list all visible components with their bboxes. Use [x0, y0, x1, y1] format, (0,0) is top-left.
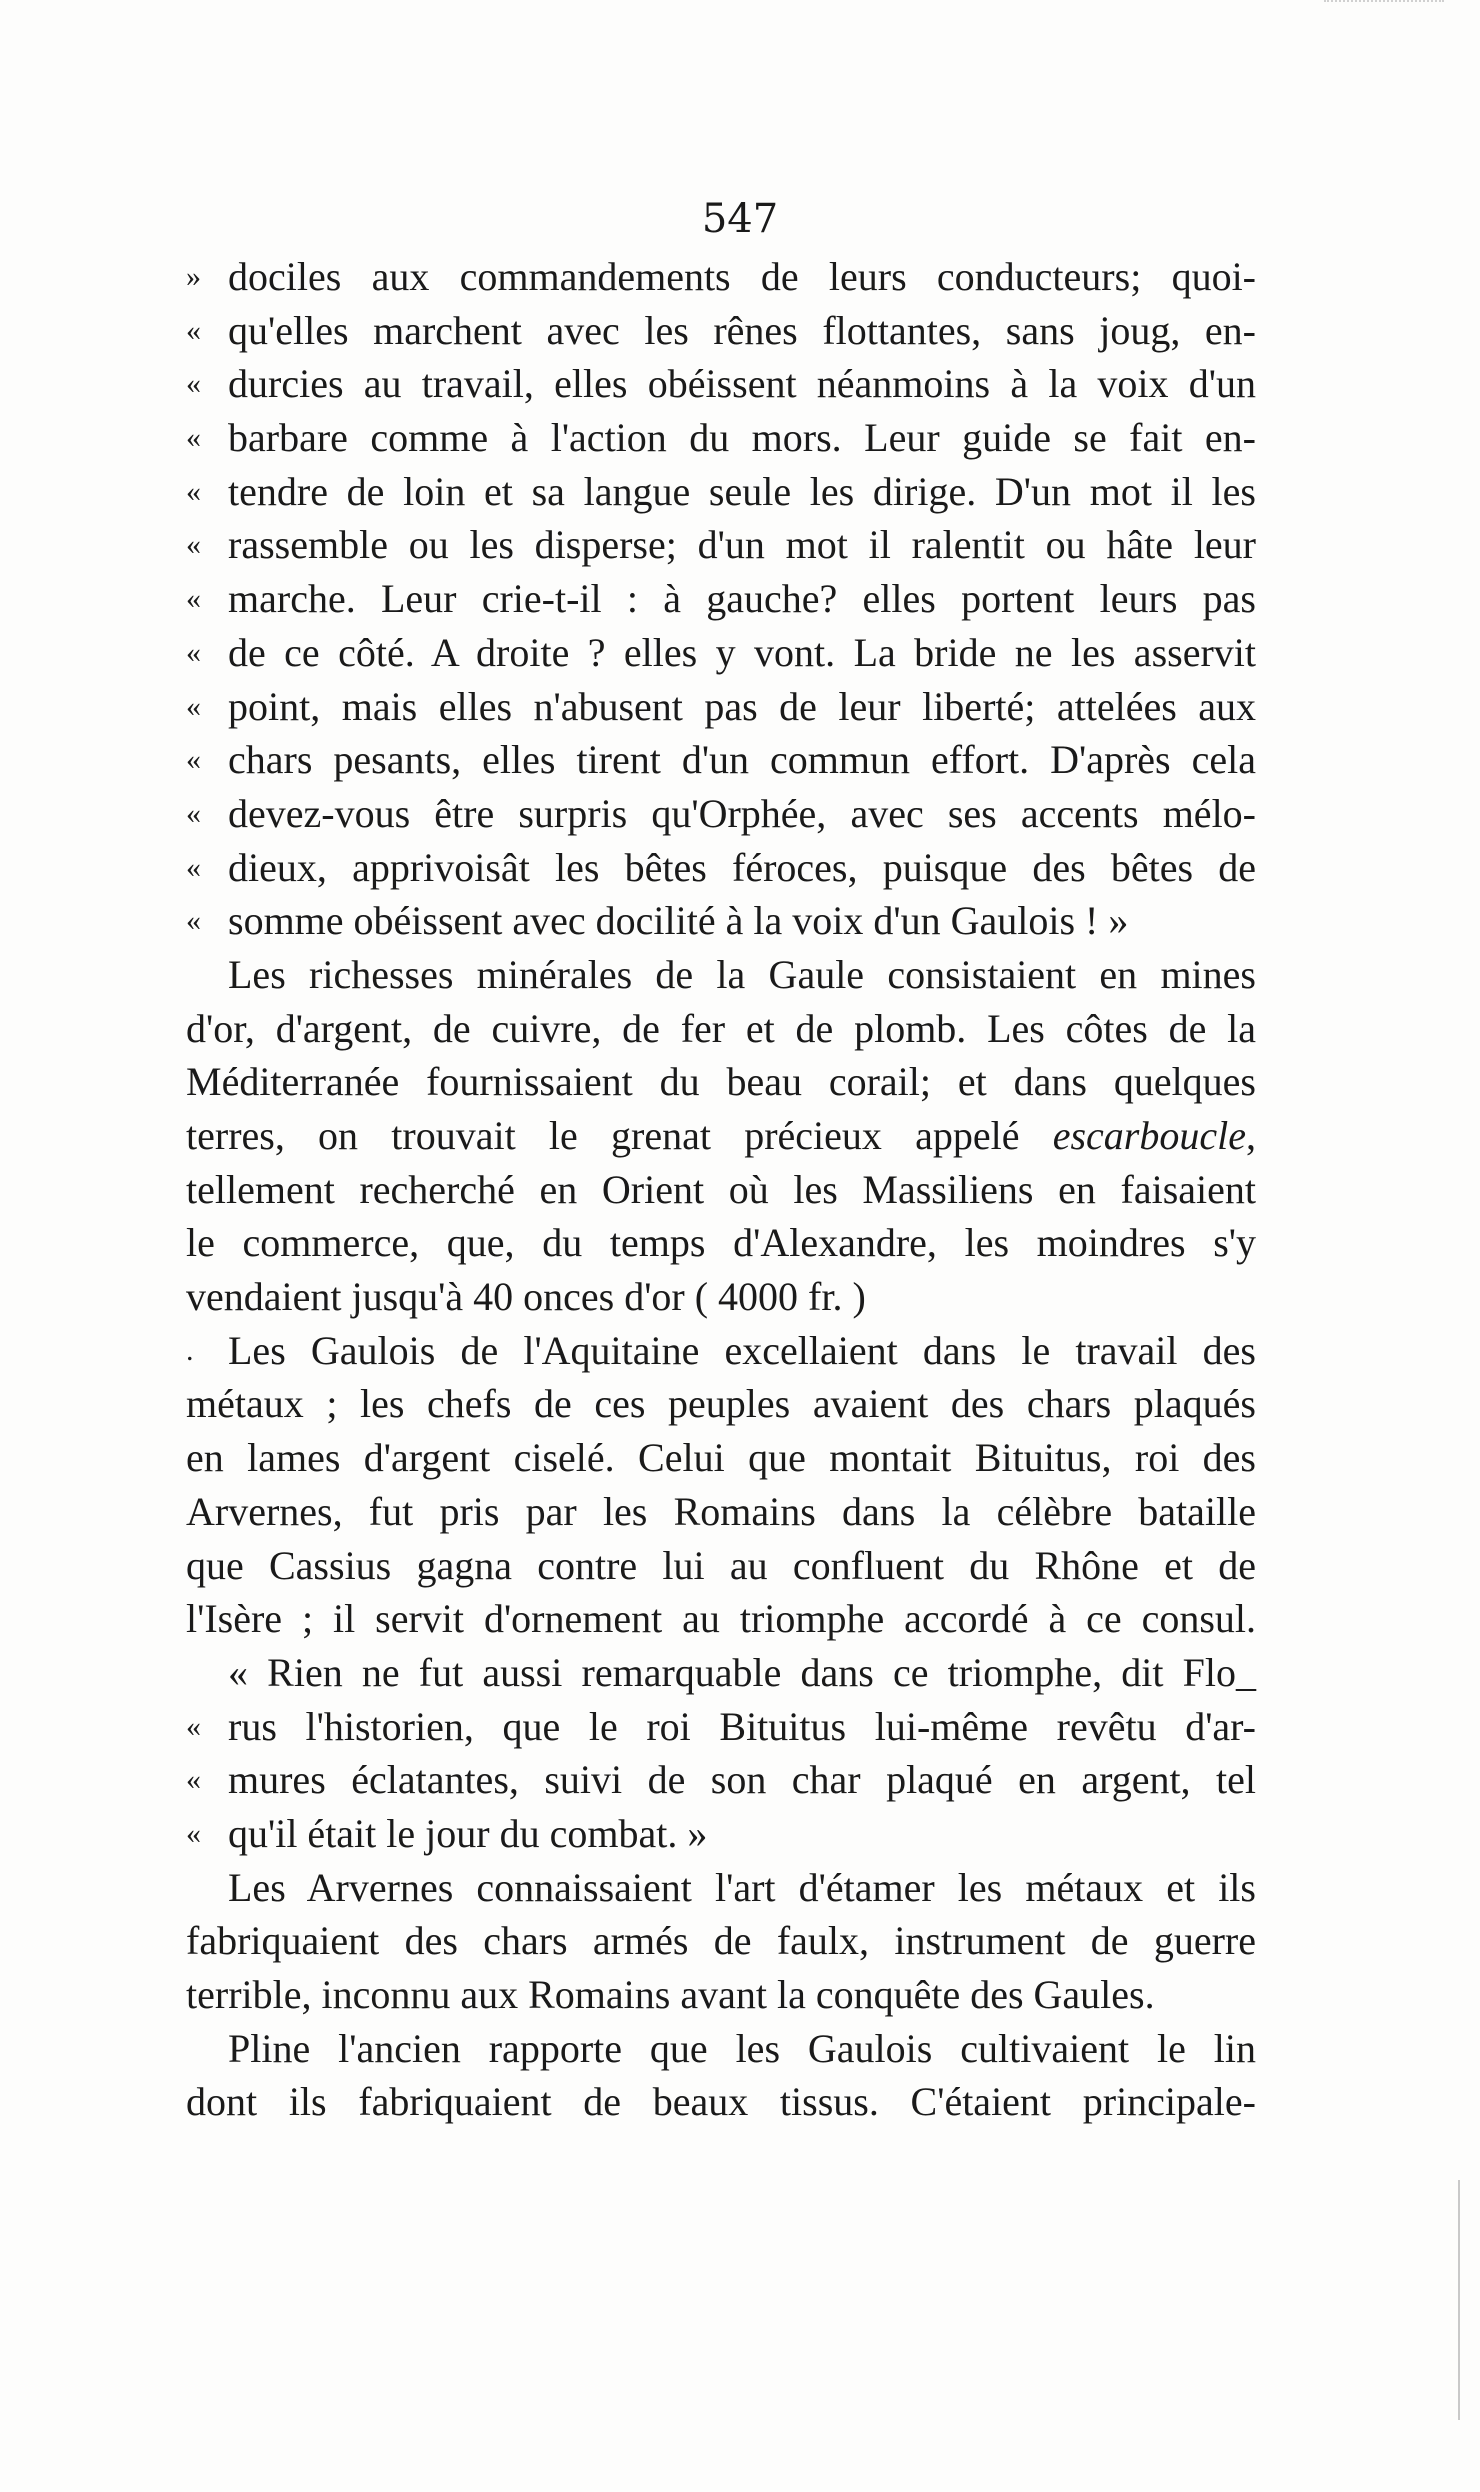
text-line-12: « dieux, apprivoisât les bêtes féroces, puisque des bêtes de	[186, 841, 1256, 895]
quote-marker: «	[186, 528, 201, 562]
stray-mark: .	[186, 1333, 194, 1367]
text-line-9: « point, mais elles n'abusent pas de leur liberté; attelées aux	[186, 680, 1256, 734]
text-line-13: « somme obéissent avec docilité à la voix d'un Gaulois ! »	[186, 894, 1256, 948]
text-line-25: que Cassius gagna contre lui au confluent du Rhône et de	[186, 1542, 1256, 1588]
text-line-1: » dociles aux commandements de leurs conducteurs; quoi-	[186, 250, 1256, 304]
quote-marker: «	[186, 1816, 201, 1850]
quote-marker: «	[186, 850, 201, 884]
text-line-8: « de ce côté. A droite ? elles y vont. La bride ne les asservit	[186, 626, 1256, 680]
text-line-7: « marche. Leur crie-t-il : à gauche? elles portent leurs pas	[186, 572, 1256, 626]
text-line-10: « chars pesants, elles tirent d'un commun effort. D'après cela	[186, 733, 1256, 787]
text-line-27: « Rien ne fut aussi remarquable dans ce triomphe, dit Flo_	[228, 1649, 1256, 1695]
page-number: 547	[701, 196, 779, 242]
quote-marker: «	[186, 474, 201, 508]
body-text	[186, 250, 1256, 2129]
quote-marker: «	[186, 313, 201, 347]
text-line-17: terres, on trouvait le grenat précieux appelé escarboucle,	[186, 1113, 1256, 1158]
text-line-30: « qu'il était le jour du combat. »	[186, 1807, 1256, 1861]
text-line-2: « qu'elles marchent avec les rênes flottantes, sans joug, en-	[186, 304, 1256, 358]
text-line-26: l'Isère ; il servit d'ornement au triomphe accordé à ce consul.	[186, 1596, 1256, 1642]
scan-artifact-edge	[1458, 2180, 1460, 2420]
italic-term: escarboucle	[1052, 1113, 1246, 1158]
text-line-20: vendaient jusqu'à 40 onces d'or ( 4000 fr. )	[186, 1274, 866, 1320]
text-line-35: dont ils fabriquaient de beaux tissus. C'étaient principale-	[186, 2079, 1256, 2125]
text-line-11: « devez-vous être surpris qu'Orphée, avec ses accents mélo-	[186, 787, 1256, 841]
text-line-21: . Les Gaulois de l'Aquitaine excellaient dans le travail des	[186, 1324, 1256, 1378]
text-line-29: « mures éclatantes, suivi de son char plaqué en argent, tel	[186, 1753, 1256, 1807]
quote-marker: «	[186, 904, 201, 938]
text-line-3: « durcies au travail, elles obéissent néanmoins à la voix d'un	[186, 357, 1256, 411]
quote-marker: «	[186, 796, 201, 830]
quote-marker: «	[186, 743, 201, 777]
text-line-32: fabriquaient des chars armés de faulx, instrument de guerre	[186, 1918, 1256, 1964]
quote-marker: «	[186, 367, 201, 401]
text-line-33: terrible, inconnu aux Romains avant la conquête des Gaules.	[186, 1972, 1155, 2017]
text-line-19: le commerce, que, du temps d'Alexandre, les moindres s'y	[186, 1220, 1256, 1266]
text-line-34: Pline l'ancien rapporte que les Gaulois cultivaient le lin	[228, 2025, 1256, 2071]
text-line-14: Les richesses minérales de la Gaule consistaient en mines	[228, 951, 1256, 997]
text-line-28: « rus l'historien, que le roi Bituitus lui-même revêtu d'ar-	[186, 1700, 1256, 1754]
text-line-24: Arvernes, fut pris par les Romains dans la célèbre bataille	[186, 1488, 1256, 1534]
quote-marker: «	[186, 689, 201, 723]
quote-marker: «	[186, 635, 201, 669]
text-line-16: Méditerranée fournissaient du beau corail; et dans quelques	[186, 1059, 1256, 1105]
text-line-23: en lames d'argent ciselé. Celui que montait Bituitus, roi des	[186, 1435, 1256, 1481]
quote-marker: «	[186, 582, 201, 616]
quote-marker: «	[186, 1763, 201, 1797]
text-line-4: « barbare comme à l'action du mors. Leur guide se fait en-	[186, 411, 1256, 465]
text-line-15: d'or, d'argent, de cuivre, de fer et de plomb. Les côtes de la	[186, 1005, 1256, 1051]
text-line-18: tellement recherché en Orient où les Massiliens en faisaient	[186, 1166, 1256, 1212]
text-line-6: « rassemble ou les disperse; d'un mot il ralentit ou hâte leur	[186, 518, 1256, 572]
text-line-22: métaux ; les chefs de ces peuples avaient des chars plaqués	[186, 1381, 1256, 1427]
quote-marker: «	[186, 421, 201, 455]
text-line-31: Les Arvernes connaissaient l'art d'étamer les métaux et ils	[228, 1864, 1256, 1910]
text-line-5: « tendre de loin et sa langue seule les dirige. D'un mot il les	[186, 465, 1256, 519]
quote-marker: »	[186, 260, 201, 293]
quote-marker: «	[186, 1709, 201, 1743]
scan-artifact-top	[1324, 0, 1444, 4]
